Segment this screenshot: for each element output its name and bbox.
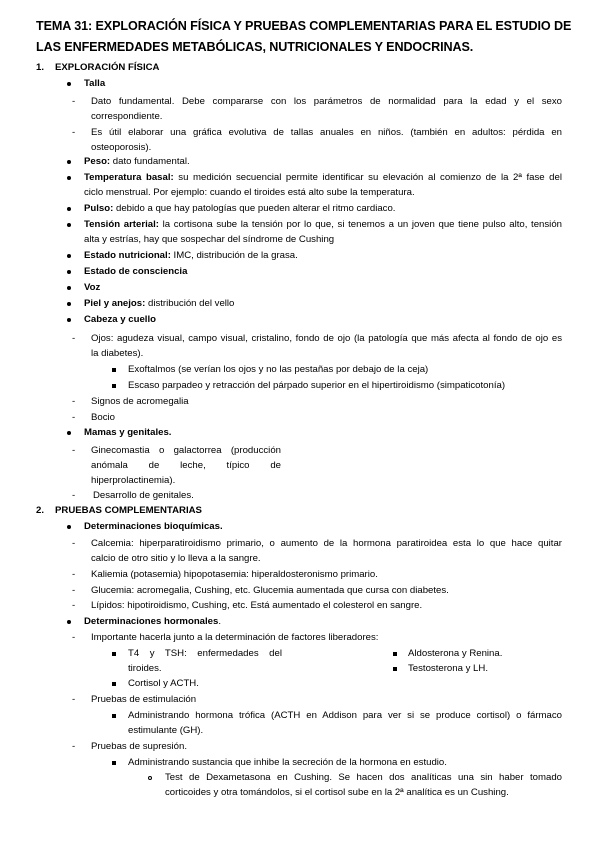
document-title: TEMA 31: EXPLORACIÓN FÍSICA Y PRUEBAS COMPLEMENTARIAS PARA EL ESTUDIO DE LAS ENFERMEDADES METABÓLICAS, NUTRICIONALES Y ENDOCRINAS. [36,19,572,54]
bullet-dot-icon [67,254,71,258]
supresion-dexametasona: Test de Dexametasona en Cushing. Se hacen dos analíticas una sin haber tomado [165,772,562,783]
item-tension-cont: alta y estrías, hay que sospechar del síndrome de Cushing [84,234,335,245]
dash-icon: - [72,490,76,501]
item-pulso: Pulso: debido a que hay patologías que pueden alterar el ritmo cardiaco. [84,203,396,214]
bullet-dot-icon [67,286,71,290]
dash-icon: - [72,632,76,643]
bullet-dot-icon [67,620,71,624]
bullet-dot-icon [67,270,71,274]
dash-icon: - [72,741,76,752]
item-tension: Tensión arterial: la cortisona sube la tensión por lo que, si tenemos a un joven que tiene pulso alto, tensión [84,219,562,230]
horm-t4-tsh-cont: tiroides. [128,663,162,674]
dash-icon: - [72,412,76,423]
talla-detail-2-cont: osteoporosis). [91,142,152,153]
item-talla: Talla [84,78,106,89]
dash-icon: - [72,445,76,456]
dash-icon: - [72,396,76,407]
cabeza-exoftalmos: Exoftalmos (se verían los ojos y no las pestañas por debajo de la ceja) [128,364,429,375]
dash-icon: - [72,600,76,611]
supresion-dexametasona-cont: corticoides y otra tomándolos, si el cortisol sube en la 2ª analítica es un Cushing. [165,787,509,798]
horm-cortisol: Cortisol y ACTH. [128,678,199,689]
bullet-square-icon [112,384,116,388]
dash-icon: - [72,333,76,344]
item-bioquimicas: Determinaciones bioquímicas. [84,521,223,532]
bioq-glucemia: Glucemia: acromegalia, Cushing, etc. Glucemia aumentada que cursa con diabetes. [91,585,449,596]
bioq-lipidos: Lípidos: hipotiroidismo, Cushing, etc. Está aumentado el colesterol en sangre. [91,600,423,611]
cabeza-acromegalia: Signos de acromegalia [91,396,189,407]
estimulacion-detail: Administrando hormona trófica (ACTH en Addison para ver si se produce cortisol) o fármaco [128,710,562,721]
horm-supresion: Pruebas de supresión. [91,741,187,752]
horm-t4-tsh: T4 y TSH: enfermedades del [128,648,282,659]
item-peso: Peso: dato fundamental. [84,156,190,167]
bullet-dot-icon [67,431,71,435]
dash-icon: - [72,585,76,596]
item-mamas: Mamas y genitales. [84,427,172,438]
bullet-dot-icon [67,160,71,164]
section-2-heading: PRUEBAS COMPLEMENTARIAS [55,505,202,516]
bullet-square-icon [112,714,116,718]
estimulacion-detail-cont: estimulante (GH). [128,725,204,736]
dash-icon: - [72,694,76,705]
bullet-dot-icon [67,318,71,322]
mamas-ginecomastia: Ginecomastia o galactorrea (producción [91,445,281,456]
item-hormonales: Determinaciones hormonales. [84,616,222,627]
section-1-heading: EXPLORACIÓN FÍSICA [55,62,160,73]
bullet-dot-icon [67,223,71,227]
item-nutricional: Estado nutricional: IMC, distribución de la grasa. [84,250,298,261]
mamas-ginecomastia-cont: anómala de leche, típico de [91,460,281,471]
cabeza-ojos-cont: la diabetes). [91,348,144,359]
item-consciencia: Estado de consciencia [84,266,188,277]
item-piel: Piel y anejos: distribución del vello [84,298,235,309]
talla-detail-1-cont: correspondiente. [91,111,163,122]
mamas-ginecomastia-cont2: hiperprolactinemia). [91,475,176,486]
horm-aldosterona: Aldosterona y Renina. [408,648,503,659]
bullet-square-icon [393,652,397,656]
bioq-calcemia-cont: calcio de otro sitio y lo lleva a la sangre. [91,553,261,564]
talla-detail-1: Dato fundamental. Debe compararse con los parámetros de normalidad para la edad y el sexo [91,96,562,107]
bullet-dot-icon [67,525,71,529]
item-temperatura: Temperatura basal: su medición secuencial permite identificar su elevación al comienzo de la 2ª fase del [84,172,562,183]
bullet-square-icon [112,368,116,372]
item-voz: Voz [84,282,101,293]
dash-icon: - [72,569,76,580]
horm-importante: Importante hacerla junto a la determinación de factores liberadores: [91,632,379,643]
bullet-dot-icon [67,207,71,211]
bullet-square-icon [393,667,397,671]
item-cabeza: Cabeza y cuello [84,314,156,325]
talla-detail-2: Es útil elaborar una gráfica evolutiva de tallas anuales en niños. (también en adultos: pérdida en [91,127,562,138]
bullet-square-icon [112,761,116,765]
cabeza-bocio: Bocio [91,412,115,423]
bioq-calcemia: Calcemia: hiperparatiroidismo primario, o aumento de la hormona paratiroidea esta lo que hace quitar [91,538,562,549]
section-2-number: 2. [36,505,45,516]
dash-icon: - [72,96,76,107]
section-1-number: 1. [36,62,45,73]
bullet-circle-icon [148,776,152,780]
bioq-kaliemia: Kaliemia (potasemia) hipopotasemia: hiperaldosteronismo primario. [91,569,378,580]
bullet-dot-icon [67,82,71,86]
cabeza-ojos: Ojos: agudeza visual, campo visual, cristalino, fondo de ojo (la patología que más afecta al fondo de ojo es [91,333,562,344]
supresion-detail: Administrando sustancia que inhibe la secreción de la hormona en estudio. [128,757,447,768]
item-temperatura-cont: ciclo menstrual. Por ejemplo: cuando el tiroides está alto sube la temperatura. [84,187,415,198]
horm-estimulacion: Pruebas de estimulación [91,694,197,705]
cabeza-parpadeo: Escaso parpadeo y retracción del párpado superior en el hipertiroidismo (simpaticotonía) [128,380,506,391]
mamas-genitales: Desarrollo de genitales. [93,490,194,501]
bullet-dot-icon [67,176,71,180]
bullet-square-icon [112,652,116,656]
bullet-square-icon [112,682,116,686]
bullet-dot-icon [67,302,71,306]
horm-testosterona: Testosterona y LH. [408,663,488,674]
dash-icon: - [72,538,76,549]
dash-icon: - [72,127,76,138]
